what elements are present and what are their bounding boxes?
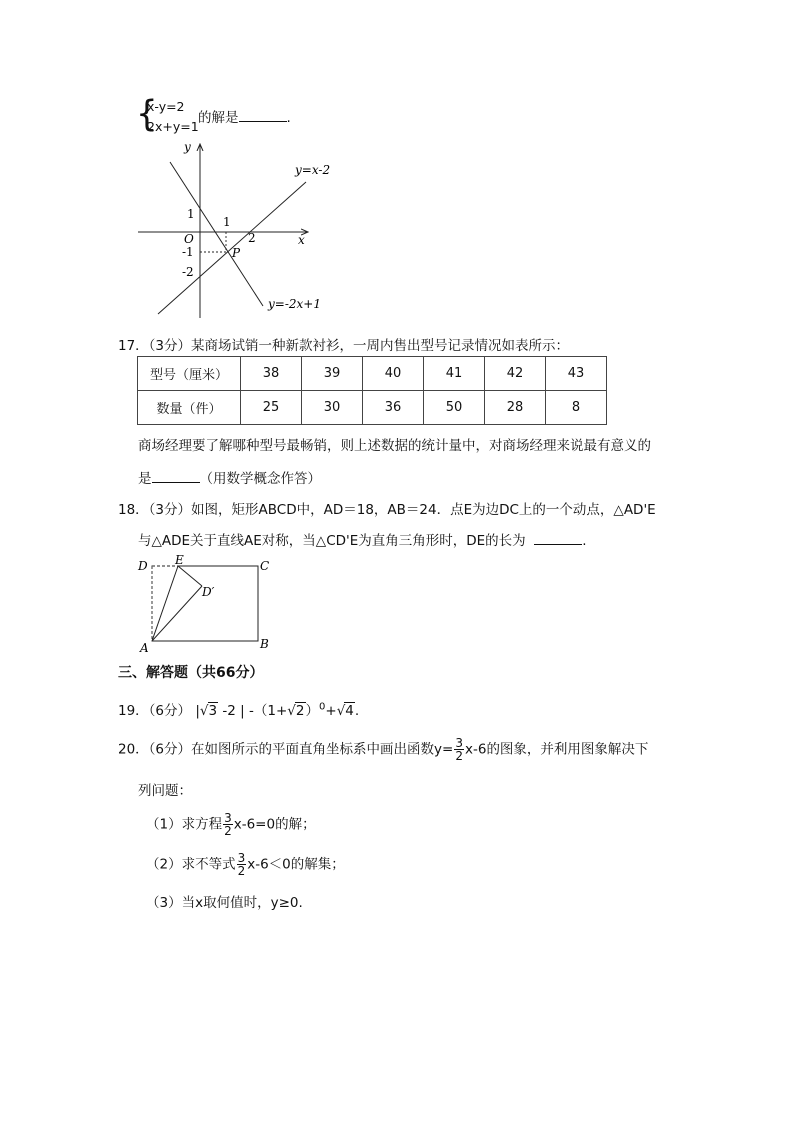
line-label-2: y=-2x+1 [268,297,321,311]
vertex-d: D [138,559,148,573]
table-header-cell: 型号（厘米） [138,357,241,391]
table-row [138,357,607,391]
fraction: $\frac{3}{2}$ [237,851,246,878]
q20-part1: （1）求方程 $\frac{3}{2}$ x-6=0的解； [146,811,316,838]
q20-stem: 20．（6分）在如图所示的平面直角坐标系中画出函数y= $\frac{3}{2}$ x-6的图象，并利用图象解决下 [118,736,649,763]
sqrt-icon: √ [287,703,296,719]
equation-1: x-y=2 [147,99,185,114]
origin-label: O [184,232,194,246]
q17-line3: 是 （用数学概念作答） [138,471,321,487]
q20-part3: （3）当x取何值时，y≥0. [146,895,303,911]
sqrt-icon: √ [199,703,209,719]
table-cell: 43 [546,357,607,391]
tick-x-1: 1 [223,215,231,229]
table-cell: 28 [485,391,546,425]
table-header-cell: 数量（件） [138,391,241,425]
equation-system [136,93,296,136]
segment-ed-prime [178,566,202,586]
segment-ae [152,566,178,641]
q18-stem: 18．（3分）如图，矩形ABCD中，AD＝18，AB＝24．点E为边DC上的一个动点，△AD'E [118,502,656,518]
vertex-a: A [140,641,149,655]
q18-line2: 与△ADE关于直线AE对称，当△CD'E为直角三角形时，DE的长为 . [138,533,587,549]
table-cell: 30 [302,391,363,425]
fraction: $\frac{3}{2}$ [455,736,463,763]
tick-y-neg2: -2 [182,265,194,279]
q17-stem: 17．（3分）某商场试销一种新款衬衫，一周内售出型号记录情况如表所示： [118,338,570,354]
axis-label-y: y [184,140,191,154]
q19-expression: 19．（6分） |√3 -2 | $-(1+√2)^0+√4$. [118,701,360,719]
equation-2: 2x+y=1 [147,119,199,134]
q17-line2: 商场经理要了解哪种型号最畅销，则上述数据的统计量中，对商场经理来说最有意义的 [138,438,651,454]
axis-label-x: x [298,233,305,247]
linear-functions-graph [128,136,348,321]
segment-ad-prime [152,586,202,641]
answer-blank[interactable] [239,121,287,122]
vertex-d-prime: D′ [202,585,215,599]
brace-symbol: { [136,93,158,135]
vertex-e: E [175,553,184,567]
table-cell: 42 [485,357,546,391]
table-cell: 8 [546,391,607,425]
table-cell: 41 [424,357,485,391]
answer-blank[interactable] [152,482,200,483]
tick-y-neg1: -1 [182,245,194,259]
size-table [137,356,607,425]
sqrt-icon: √ [336,703,346,719]
line-label-1: y=x-2 [295,163,331,177]
table-cell: 39 [302,357,363,391]
q20-part2: （2）求不等式 $\frac{3}{2}$ x-6＜0的解集； [146,851,345,878]
table-cell: 36 [363,391,424,425]
q16-tail: 的解是 . [198,110,291,126]
answer-blank[interactable] [534,544,582,545]
tick-y-1: 1 [187,207,195,221]
q20-line2: 列问题： [138,783,192,799]
section-heading: 三、解答题（共66分） [118,665,264,681]
table-cell: 38 [241,357,302,391]
point-p-label: P [232,246,241,260]
table-row [138,391,607,425]
vertex-c: C [260,559,270,573]
table-cell: 50 [424,391,485,425]
fraction: $\frac{3}{2}$ [224,811,232,838]
rectangle-figure [130,552,290,656]
table-cell: 25 [241,391,302,425]
rectangle-abcd [152,566,258,641]
tick-x-2: 2 [248,231,256,245]
table-cell: 40 [363,357,424,391]
vertex-b: B [260,637,269,651]
